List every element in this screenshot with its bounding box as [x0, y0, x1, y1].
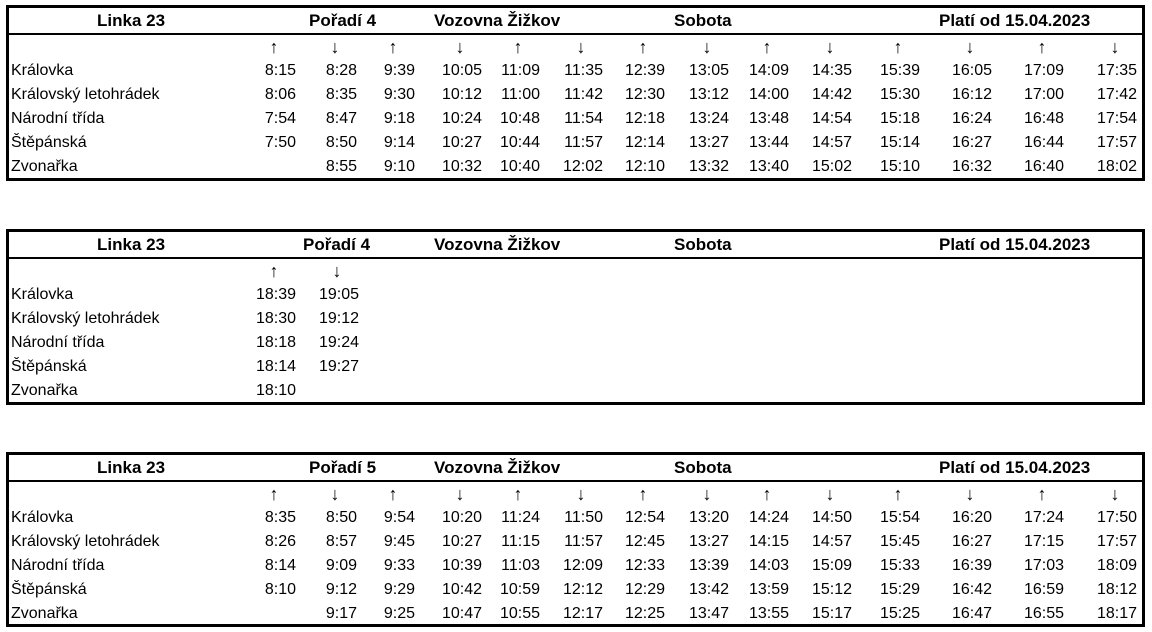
- arrow-up-icon: ↑: [388, 37, 398, 57]
- block-header: [9, 8, 1142, 35]
- arrow-down-icon: ↓: [702, 484, 712, 504]
- time-cell: 11:03: [501, 557, 540, 574]
- time-cell: 9:29: [383, 581, 415, 598]
- time-cell: 19:12: [318, 310, 359, 327]
- stop-name: Národní třída: [11, 557, 105, 574]
- stop-row: [9, 157, 1142, 181]
- time-cell: 16:40: [1023, 158, 1064, 175]
- time-cell: 13:39: [688, 557, 729, 574]
- time-cell: 8:15: [264, 62, 296, 79]
- time-cell: 14:09: [748, 62, 789, 79]
- stop-row: [9, 61, 1142, 85]
- time-cell: 9:10: [383, 158, 415, 175]
- arrow-up-icon: ↑: [638, 484, 648, 504]
- stop-row: [9, 109, 1142, 133]
- arrow-up-icon: ↑: [1037, 37, 1047, 57]
- time-cell: 16:24: [951, 110, 992, 127]
- block-header: [9, 455, 1142, 482]
- stop-row: [9, 133, 1142, 157]
- arrow-down-icon: ↓: [825, 37, 835, 57]
- time-cell: 16:48: [1023, 110, 1064, 127]
- time-cell: 12:29: [624, 581, 665, 598]
- time-cell: 10:27: [441, 533, 482, 550]
- block-header: [9, 232, 1142, 259]
- stop-row: [9, 85, 1142, 109]
- time-cell: 18:14: [255, 358, 296, 375]
- arrow-down-icon: ↓: [330, 37, 340, 57]
- time-cell: 11:35: [564, 62, 603, 79]
- time-cell: 11:57: [564, 533, 603, 550]
- time-cell: 11:09: [501, 62, 540, 79]
- time-cell: 15:18: [879, 110, 920, 127]
- order-label: Pořadí 5: [309, 458, 377, 477]
- time-cell: 18:39: [255, 286, 296, 303]
- time-cell: 13:48: [748, 110, 789, 127]
- depot-label: Vozovna Žižkov: [434, 458, 561, 477]
- time-cell: 14:54: [811, 110, 852, 127]
- stop-name: Královský letohrádek: [11, 86, 160, 103]
- time-cell: 12:09: [562, 557, 603, 574]
- time-cell: 16:27: [951, 134, 992, 151]
- time-cell: 8:47: [325, 110, 357, 127]
- time-cell: 12:10: [624, 158, 665, 175]
- time-cell: 16:39: [951, 557, 992, 574]
- time-cell: 16:20: [951, 509, 992, 526]
- timetable-block: [6, 229, 1145, 405]
- time-cell: 14:42: [811, 86, 852, 103]
- stop-name: Zvonařka: [11, 382, 78, 399]
- stop-name: Královka: [11, 509, 74, 526]
- time-cell: 16:27: [951, 533, 992, 550]
- time-cell: 12:18: [624, 110, 665, 127]
- time-cell: 19:27: [318, 358, 359, 375]
- time-cell: 12:17: [562, 605, 603, 622]
- time-cell: 16:42: [951, 581, 992, 598]
- time-cell: 10:48: [499, 110, 540, 127]
- time-cell: 16:47: [951, 605, 992, 622]
- time-cell: 13:05: [688, 62, 729, 79]
- time-cell: 18:02: [1096, 158, 1137, 175]
- time-cell: 11:15: [501, 533, 540, 550]
- time-cell: 8:06: [264, 86, 296, 103]
- stop-name: Štěpánská: [11, 581, 87, 598]
- timetable-block: [6, 452, 1145, 627]
- time-cell: 11:50: [564, 509, 603, 526]
- arrow-down-icon: ↓: [455, 484, 465, 504]
- order-label: Pořadí 4: [303, 235, 371, 254]
- time-cell: 15:39: [879, 62, 920, 79]
- direction-row: [9, 37, 1142, 61]
- time-cell: 9:25: [383, 605, 415, 622]
- timetable-block: [6, 5, 1145, 181]
- time-cell: 15:25: [879, 605, 920, 622]
- time-cell: 9:18: [383, 110, 415, 127]
- time-cell: 10:12: [441, 86, 482, 103]
- arrow-down-icon: ↓: [1110, 484, 1120, 504]
- time-cell: 15:02: [811, 158, 852, 175]
- time-cell: 9:45: [383, 533, 415, 550]
- time-cell: 14:57: [811, 533, 852, 550]
- time-cell: 8:35: [264, 509, 296, 526]
- arrow-up-icon: ↑: [269, 261, 279, 281]
- line-label: Linka 23: [97, 11, 166, 30]
- arrow-down-icon: ↓: [576, 484, 586, 504]
- time-cell: 8:35: [325, 86, 357, 103]
- arrow-up-icon: ↑: [893, 37, 903, 57]
- day-label: Sobota: [674, 235, 732, 254]
- time-cell: 10:27: [441, 134, 482, 151]
- time-cell: 15:30: [879, 86, 920, 103]
- time-cell: 10:47: [441, 605, 482, 622]
- time-cell: 8:50: [325, 509, 357, 526]
- time-cell: 17:42: [1096, 86, 1137, 103]
- time-cell: 13:42: [688, 581, 729, 598]
- time-cell: 14:15: [748, 533, 789, 550]
- arrow-up-icon: ↑: [513, 37, 523, 57]
- time-cell: 8:55: [325, 158, 357, 175]
- time-cell: 7:50: [264, 134, 296, 151]
- time-cell: 14:00: [748, 86, 789, 103]
- time-cell: 8:28: [325, 62, 357, 79]
- arrow-down-icon: ↓: [455, 37, 465, 57]
- time-cell: 13:27: [688, 533, 729, 550]
- arrow-down-icon: ↓: [702, 37, 712, 57]
- arrow-up-icon: ↑: [388, 484, 398, 504]
- time-cell: 10:59: [499, 581, 540, 598]
- time-cell: 9:39: [383, 62, 415, 79]
- time-cell: 10:42: [441, 581, 482, 598]
- arrow-down-icon: ↓: [965, 37, 975, 57]
- time-cell: 8:50: [325, 134, 357, 151]
- time-cell: 16:12: [951, 86, 992, 103]
- time-cell: 9:14: [383, 134, 415, 151]
- time-cell: 9:54: [383, 509, 415, 526]
- time-cell: 17:57: [1096, 134, 1137, 151]
- time-cell: 13:12: [688, 86, 729, 103]
- time-cell: 15:29: [879, 581, 920, 598]
- time-cell: 9:17: [325, 605, 357, 622]
- time-cell: 13:32: [688, 158, 729, 175]
- line-label: Linka 23: [97, 235, 166, 254]
- arrow-up-icon: ↑: [638, 37, 648, 57]
- stop-name: Královský letohrádek: [11, 533, 160, 550]
- time-cell: 17:03: [1023, 557, 1064, 574]
- arrow-down-icon: ↓: [825, 484, 835, 504]
- time-cell: 15:09: [811, 557, 852, 574]
- arrow-up-icon: ↑: [269, 484, 279, 504]
- time-cell: 13:20: [688, 509, 729, 526]
- stop-name: Královský letohrádek: [11, 310, 160, 327]
- time-cell: 17:57: [1096, 533, 1137, 550]
- time-cell: 8:26: [264, 533, 296, 550]
- stop-row: [9, 508, 1142, 532]
- stop-name: Královka: [11, 62, 74, 79]
- time-cell: 9:12: [325, 581, 357, 598]
- time-cell: 13:55: [748, 605, 789, 622]
- time-cell: 16:32: [951, 158, 992, 175]
- direction-row: [9, 484, 1142, 508]
- time-cell: 18:18: [255, 334, 296, 351]
- time-cell: 12:54: [624, 509, 665, 526]
- depot-label: Vozovna Žižkov: [434, 11, 561, 30]
- time-cell: 14:03: [748, 557, 789, 574]
- stop-row: [9, 532, 1142, 556]
- time-cell: 13:24: [688, 110, 729, 127]
- time-cell: 11:42: [564, 86, 603, 103]
- day-label: Sobota: [674, 11, 732, 30]
- arrow-down-icon: ↓: [965, 484, 975, 504]
- time-cell: 11:54: [564, 110, 603, 127]
- stop-row: [9, 357, 1142, 381]
- time-cell: 12:14: [624, 134, 665, 151]
- arrow-down-icon: ↓: [1110, 37, 1120, 57]
- time-cell: 8:14: [264, 557, 296, 574]
- time-cell: 14:57: [811, 134, 852, 151]
- arrow-up-icon: ↑: [893, 484, 903, 504]
- time-cell: 15:14: [879, 134, 920, 151]
- line-label: Linka 23: [97, 458, 166, 477]
- time-cell: 9:33: [383, 557, 415, 574]
- time-cell: 14:50: [811, 509, 852, 526]
- time-cell: 15:54: [879, 509, 920, 526]
- stop-name: Štěpánská: [11, 358, 87, 375]
- time-cell: 10:44: [499, 134, 540, 151]
- time-cell: 11:00: [501, 86, 540, 103]
- time-cell: 18:12: [1096, 581, 1137, 598]
- time-cell: 10:24: [441, 110, 482, 127]
- time-cell: 12:30: [624, 86, 665, 103]
- time-cell: 10:55: [499, 605, 540, 622]
- time-cell: 12:45: [624, 533, 665, 550]
- valid-from-label: Platí od 15.04.2023: [939, 458, 1091, 477]
- stop-name: Zvonařka: [11, 605, 78, 622]
- stop-row: [9, 309, 1142, 333]
- time-cell: 13:40: [748, 158, 789, 175]
- time-cell: 10:05: [441, 62, 482, 79]
- arrow-down-icon: ↓: [576, 37, 586, 57]
- direction-row: [9, 261, 1142, 285]
- time-cell: 10:20: [441, 509, 482, 526]
- time-cell: 10:40: [499, 158, 540, 175]
- stop-row: [9, 285, 1142, 309]
- time-cell: 12:39: [624, 62, 665, 79]
- time-cell: 12:12: [562, 581, 603, 598]
- time-cell: 16:05: [951, 62, 992, 79]
- time-cell: 8:10: [264, 581, 296, 598]
- time-cell: 10:32: [441, 158, 482, 175]
- time-cell: 11:24: [501, 509, 540, 526]
- time-cell: 18:30: [255, 310, 296, 327]
- depot-label: Vozovna Žižkov: [434, 235, 561, 254]
- time-cell: 17:24: [1023, 509, 1064, 526]
- time-cell: 9:09: [325, 557, 357, 574]
- time-cell: 13:59: [748, 581, 789, 598]
- time-cell: 17:54: [1096, 110, 1137, 127]
- time-cell: 14:35: [811, 62, 852, 79]
- arrow-up-icon: ↑: [513, 484, 523, 504]
- order-label: Pořadí 4: [309, 11, 377, 30]
- time-cell: 12:02: [562, 158, 603, 175]
- valid-from-label: Platí od 15.04.2023: [939, 235, 1091, 254]
- arrow-down-icon: ↓: [330, 484, 340, 504]
- stop-name: Královka: [11, 286, 74, 303]
- time-cell: 10:39: [441, 557, 482, 574]
- time-cell: 12:25: [624, 605, 665, 622]
- day-label: Sobota: [674, 458, 732, 477]
- time-cell: 18:17: [1096, 605, 1137, 622]
- time-cell: 8:57: [325, 533, 357, 550]
- time-cell: 17:35: [1096, 62, 1137, 79]
- time-cell: 13:44: [748, 134, 789, 151]
- stop-row: [9, 580, 1142, 604]
- time-cell: 17:09: [1023, 62, 1064, 79]
- stop-row: [9, 381, 1142, 405]
- time-cell: 19:24: [318, 334, 359, 351]
- valid-from-label: Platí od 15.04.2023: [939, 11, 1091, 30]
- arrow-up-icon: ↑: [1037, 484, 1047, 504]
- stop-name: Štěpánská: [11, 134, 87, 151]
- stop-name: Národní třída: [11, 334, 105, 351]
- time-cell: 18:09: [1096, 557, 1137, 574]
- arrow-up-icon: ↑: [762, 484, 772, 504]
- time-cell: 14:24: [748, 509, 789, 526]
- time-cell: 17:00: [1023, 86, 1064, 103]
- stop-row: [9, 333, 1142, 357]
- time-cell: 7:54: [264, 110, 296, 127]
- time-cell: 17:15: [1023, 533, 1064, 550]
- arrow-up-icon: ↑: [269, 37, 279, 57]
- stop-name: Národní třída: [11, 110, 105, 127]
- time-cell: 13:27: [688, 134, 729, 151]
- time-cell: 15:33: [879, 557, 920, 574]
- time-cell: 17:50: [1096, 509, 1137, 526]
- time-cell: 16:59: [1023, 581, 1064, 598]
- time-cell: 11:57: [564, 134, 603, 151]
- time-cell: 15:45: [879, 533, 920, 550]
- stop-name: Zvonařka: [11, 158, 78, 175]
- arrow-down-icon: ↓: [332, 261, 342, 281]
- time-cell: 18:10: [255, 382, 296, 399]
- time-cell: 15:10: [879, 158, 920, 175]
- stop-row: [9, 556, 1142, 580]
- time-cell: 9:30: [383, 86, 415, 103]
- time-cell: 15:17: [811, 605, 852, 622]
- time-cell: 12:33: [624, 557, 665, 574]
- arrow-up-icon: ↑: [762, 37, 772, 57]
- time-cell: 16:44: [1023, 134, 1064, 151]
- time-cell: 15:12: [811, 581, 852, 598]
- stop-row: [9, 604, 1142, 628]
- time-cell: 19:05: [318, 286, 359, 303]
- time-cell: 16:55: [1023, 605, 1064, 622]
- time-cell: 13:47: [688, 605, 729, 622]
